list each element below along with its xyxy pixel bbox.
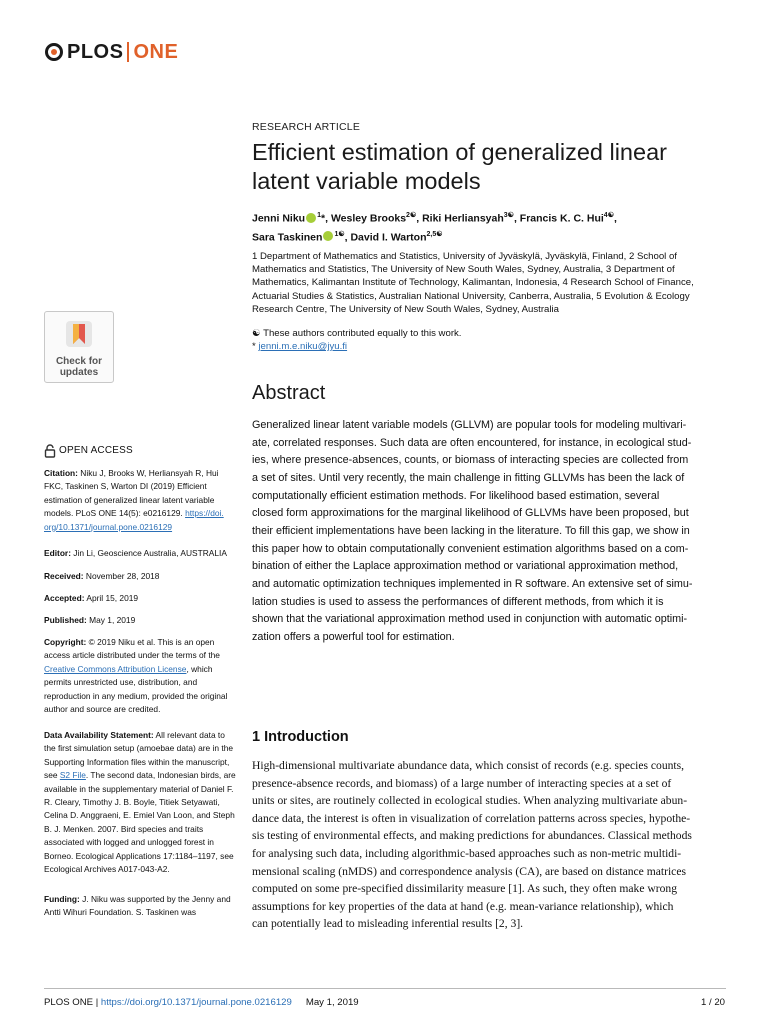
author-name[interactable]: David I. Warton	[350, 231, 427, 243]
body-line: units or sites, are routinely collected in ecological studies. When analyzing multivariate abun-	[252, 794, 688, 808]
footer-divider	[44, 988, 726, 989]
abstract-line: ies, where presence-absences, counts, or biomass of interacting species are collected from	[252, 454, 689, 467]
citation-label: Citation:	[44, 468, 78, 478]
author-name[interactable]: Riki Herliansyah	[422, 212, 504, 225]
check-for-updates-badge[interactable]	[44, 311, 114, 383]
logo-divider	[127, 42, 129, 62]
copyright-block	[44, 636, 242, 716]
footer-journal: PLOS ONE |	[44, 997, 101, 1008]
published-date: May 1, 2019	[86, 615, 136, 625]
author-affil: 3☯	[503, 212, 514, 219]
license-link[interactable]: Creative Commons Attribution License	[44, 663, 187, 674]
data-text: R. Cleary, Timothy J. B. Boyle, Titiek Setyawati,	[44, 797, 220, 808]
citation-line: FKC, Taskinen S, Warton DI (2019) Efficient	[44, 481, 207, 492]
editor-line	[44, 547, 242, 560]
copyright-text: access article distributed under the terms of the	[44, 650, 220, 661]
s2-file-link[interactable]: S2 File	[59, 770, 86, 781]
copyright-text: permits unrestricted use, distribution, and	[44, 677, 198, 688]
footer-date: May 1, 2019	[305, 997, 359, 1008]
received-date: November 28, 2018	[83, 571, 160, 581]
abstract-line: this paper how to obtain computationally convenient estimation algorithms based on a com-	[252, 542, 689, 555]
doi-link[interactable]: https://doi.	[185, 508, 224, 519]
body-line: High-dimensional multivariate abundance data, which consist of records (e.g. species counts,	[252, 759, 685, 772]
open-access-label	[44, 444, 242, 458]
author-affil: 2,5☯	[426, 230, 443, 238]
affiliation-line: Actuarial Studies & Statistics, Australian National University, Canberra, Australia, 5 Evolution & Ecology	[252, 290, 690, 302]
author-affil: 2☯	[406, 212, 417, 219]
data-text: associated with logged and unlogged forest in	[44, 837, 214, 848]
title-line: latent variable models	[252, 168, 481, 194]
funding-text: Antti Wihuri Foundation. S. Taskinen was	[44, 907, 197, 918]
title-line: Efficient estimation of generalized linear	[252, 139, 667, 165]
author-list	[252, 208, 728, 245]
funding-label: Funding:	[44, 894, 80, 904]
logo-suffix-text: ONE	[133, 40, 179, 63]
affiliations	[252, 250, 728, 316]
doi-link[interactable]: org/10.1371/journal.pone.0216129	[44, 521, 173, 532]
author-name[interactable]: Jenni Niku	[252, 212, 306, 225]
section-heading-introduction: 1 Introduction	[252, 729, 349, 745]
body-line: sis testing of environmental effects, and making predictions for abundances. Classical methods	[252, 829, 692, 843]
orcid-icon[interactable]	[323, 231, 333, 241]
copyright-text: © 2019 Niku et al. This is an open	[86, 637, 215, 647]
author-name[interactable]: Sara Taskinen	[252, 231, 323, 243]
introduction-body	[252, 757, 728, 933]
funding-block	[44, 893, 242, 920]
plos-one-logo[interactable]	[44, 40, 178, 64]
bookmark-ribbon-icon	[64, 319, 94, 349]
body-line: mensional scaling (nMDS) and correspondence analysis (CA), are based on distance matrices	[252, 864, 686, 878]
corresponding-mark: *	[252, 341, 259, 352]
body-line: presence-absence records, and biomass) of a large number of interacting species at a set of	[252, 776, 672, 790]
author-line: Jenni Niku $^1$*, Wesley Brooks$^{2☯}$, Riki Herliansyah$^{3☯}$, Francis K. C. Hui$^{4☯}$,	[252, 212, 617, 225]
data-text: Borneo. Ecological Applications 17:1184–1197, see	[44, 850, 234, 861]
funding-text: J. Niku was supported by the Jenny and	[79, 894, 231, 904]
article-title	[252, 138, 728, 196]
data-text: Ecological Archives A017-043-A2.	[44, 864, 170, 875]
article-type-label: RESEARCH ARTICLE	[252, 121, 361, 133]
citation-line	[44, 521, 242, 534]
affiliation-line: Mathematics, Kalimantan Institute of Technology, Kalimantan, Indonesia, 4 Research School of Finance,	[252, 277, 694, 289]
logo-brand-text: PLOS	[67, 40, 124, 63]
abstract-line: and automatic optimization techniques implemented in R software. An extensive set of simu-	[252, 577, 693, 590]
data-text: the first simulation setup (amoebae data) are in the	[44, 743, 234, 754]
abstract-heading: Abstract	[252, 382, 326, 404]
page-footer	[44, 997, 359, 1008]
data-text: Supporting Information files within the manuscript,	[44, 756, 230, 767]
abstract-line: computationally efficient estimation methods. For likelihood based estimation, several	[252, 489, 660, 502]
email-link[interactable]: jenni.m.e.niku@jyu.fi	[258, 341, 348, 352]
citation-line: estimation of generalized linear latent variable	[44, 494, 215, 505]
affiliation-line: Research Centre, The University of New South Wales, Sydney, Australia	[252, 303, 559, 315]
author-line: Sara Taskinen $^{1☯}$, David I. Warton$^{2,5☯}$	[252, 230, 443, 243]
footer-doi-link[interactable]: https://doi.org/10.1371/journal.pone.0216129	[100, 997, 292, 1008]
data-availability-block	[44, 729, 242, 876]
citation-text: Niku J, Brooks W, Herliansyah R, Hui	[77, 468, 219, 478]
data-text: Celina D. Anggraeni, E. Emiel Van Loon, and Steph	[44, 810, 235, 821]
author-affil: 1	[317, 212, 322, 219]
equal-contribution-note: ☯ These authors contributed equally to this work.	[252, 328, 462, 339]
abstract-line: closed form approximations for the marginal likelihood of GLLVMs have been proposed, but	[252, 507, 689, 520]
open-access-text: OPEN ACCESS	[59, 445, 133, 457]
data-text: B. J. Menken. 2007. Bird species and traits	[44, 823, 204, 834]
citation-text: models. PLoS ONE 14(5): e0216129.	[44, 508, 186, 519]
author-affil: 1☯	[334, 230, 345, 238]
plos-logo-icon	[44, 42, 64, 62]
copyright-text: , which	[186, 663, 213, 674]
data-text: available in the supplementary material of Daniel F.	[44, 783, 234, 794]
body-line: for analysing such data, including algorithmic-based approaches such as non-metric multidi-	[252, 846, 682, 860]
check-badge-line2: updates	[59, 366, 99, 378]
check-badge-line1: Check for	[55, 356, 103, 367]
author-affil: 4☯	[603, 212, 614, 219]
citation-line	[44, 467, 242, 480]
author-name[interactable]: Wesley Brooks	[330, 212, 407, 225]
data-text: see	[44, 770, 60, 781]
received-label: Received:	[44, 571, 84, 581]
body-line: can potentially lead to misleading inferential results [2, 3].	[252, 917, 524, 931]
orcid-icon[interactable]	[306, 213, 316, 223]
accepted-line	[44, 592, 242, 605]
data-text: . The second data, Indonesian birds, are	[85, 770, 236, 781]
body-line: computed on some pre-specified dissimilarity measure [1]. As such, they often make wrong	[252, 882, 677, 896]
received-line	[44, 570, 242, 583]
abstract-line: shown that the variational approximation method used in conjunction with automatic optimi-	[252, 613, 688, 626]
abstract-line: their efficient implementations have been lacking in the literature. To fill this gap, we show in	[252, 524, 690, 537]
corresponding-mark: *	[321, 212, 326, 225]
affiliation-line: Mathematics and Statistics, The University of New South Wales, Sydney, Australia, 3 Department of	[252, 264, 675, 276]
published-line	[44, 614, 242, 627]
page-number: 1 / 20	[700, 997, 725, 1008]
published-label: Published:	[44, 615, 87, 625]
editor-label: Editor:	[44, 548, 71, 558]
citation-line	[44, 507, 242, 520]
copyright-text: reproduction in any medium, provided the original	[44, 690, 228, 701]
abstract-line: a set of sites. Until very recently, the main challenge in fitting GLLVMs has been the lack of	[252, 471, 685, 484]
abstract-line: bination of either the Laplace approximation method or variational approximation method,	[252, 560, 679, 573]
accepted-date: April 15, 2019	[84, 593, 139, 603]
copyright-text: author and source are credited.	[44, 704, 161, 715]
citation-block	[44, 467, 242, 534]
corresponding-author	[252, 341, 728, 352]
affiliation-line: 1 Department of Mathematics and Statistics, University of Jyväskylä, Jyväskylä, Finland, 2 School of	[252, 251, 677, 262]
open-lock-icon	[44, 444, 56, 458]
abstract-line: zation offers a powerful tool for estimation.	[252, 630, 455, 643]
editor-value: Jin Li, Geoscience Australia, AUSTRALIA	[70, 548, 227, 558]
abstract-line: ate, correlated responses. Such data are often encountered, for instance, in ecological stud-	[252, 436, 692, 449]
body-line: dance data, the interest is often in visualization of correlation patterns across species, hypothe-	[252, 811, 691, 825]
accepted-label: Accepted:	[44, 593, 85, 603]
copyright-label: Copyright:	[44, 637, 87, 647]
data-availability-label: Data Availability Statement:	[44, 730, 154, 740]
abstract-line: Generalized linear latent variable models (GLLVM) are popular tools for modeling multivari-	[252, 419, 687, 431]
body-line: assumptions for key properties of the data at hand (e.g. mean-variance relationship), which	[252, 899, 674, 913]
abstract-line: lation studies is used to assess the performances of different methods, from which it is	[252, 595, 664, 608]
data-text: All relevant data to	[153, 730, 225, 740]
abstract-body	[252, 417, 728, 647]
author-name[interactable]: Francis K. C. Hui	[519, 212, 604, 225]
